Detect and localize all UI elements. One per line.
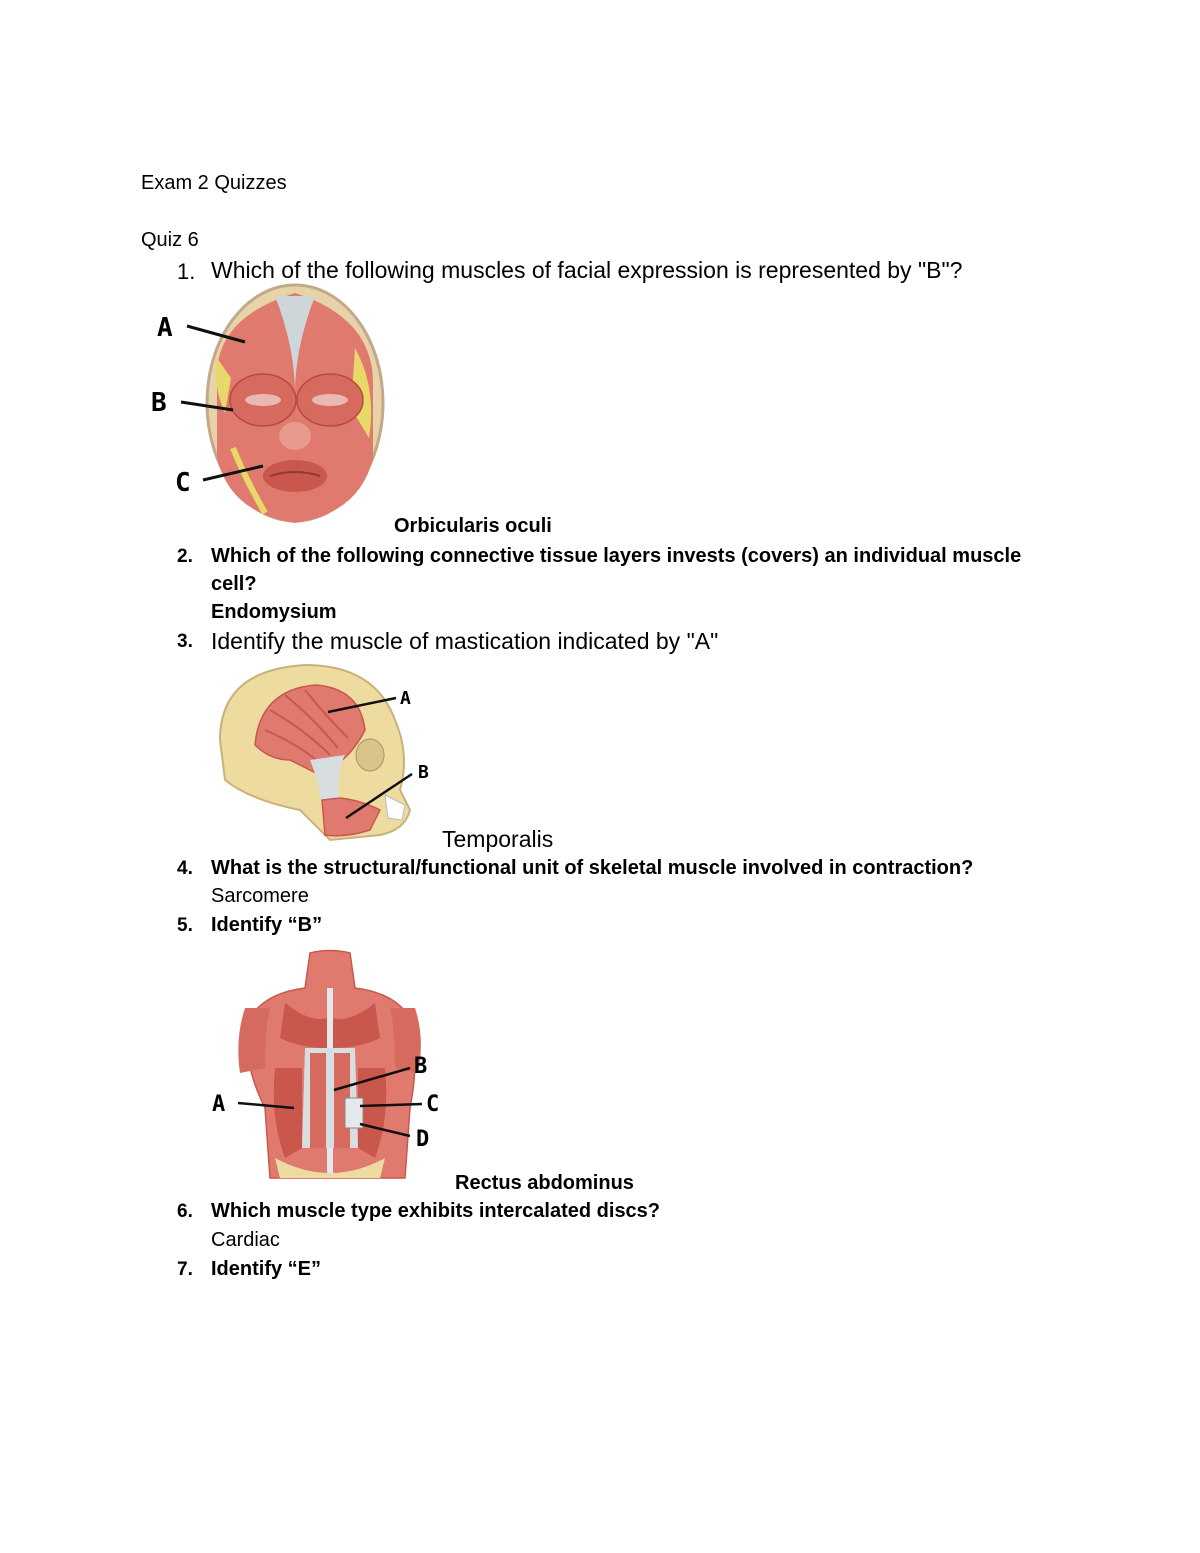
question-number: 3. xyxy=(177,631,193,652)
question-7-text: Identify “E” xyxy=(211,1258,322,1280)
diagram-label: B xyxy=(418,762,429,783)
diagram-label: D xyxy=(416,1127,430,1152)
question-1-text: Which of the following muscles of facial expression is represented by "B"? xyxy=(211,257,963,283)
question-number: 7. xyxy=(177,1259,193,1280)
answer-1: Orbicularis oculi xyxy=(394,515,552,537)
question-number: 2. xyxy=(177,546,193,567)
question-3-text: Identify the muscle of mastication indicated by "A" xyxy=(211,628,719,654)
question-2-text-continued: cell? xyxy=(211,573,257,595)
diagram-label: A xyxy=(157,313,173,343)
torso-muscles-diagram xyxy=(210,948,450,1183)
question-number: 4. xyxy=(177,858,193,879)
question-number: 1. xyxy=(177,259,196,284)
skull-mastication-diagram xyxy=(210,660,440,850)
question-4-text: What is the structural/functional unit of skeletal muscle involved in contraction? xyxy=(211,857,974,879)
diagram-label: A xyxy=(400,688,411,709)
diagram-label: B xyxy=(151,388,167,418)
answer-2: Endomysium xyxy=(211,601,337,623)
question-2-text: Which of the following connective tissue layers invests (covers) an individual muscle xyxy=(211,545,1022,567)
question-6-text: Which muscle type exhibits intercalated discs? xyxy=(211,1200,661,1222)
answer-3: Temporalis xyxy=(442,826,554,852)
question-5-text: Identify “B” xyxy=(211,914,323,936)
question-number: 6. xyxy=(177,1201,193,1222)
diagram-label: C xyxy=(426,1092,440,1117)
answer-5: Rectus abdominus xyxy=(455,1172,634,1194)
diagram-label: C xyxy=(175,468,191,498)
quiz-heading: Quiz 6 xyxy=(141,229,199,251)
question-number: 5. xyxy=(177,915,193,936)
diagram-label: A xyxy=(212,1092,226,1117)
document-title: Exam 2 Quizzes xyxy=(141,172,287,194)
facial-muscles-diagram xyxy=(145,288,395,528)
answer-4: Sarcomere xyxy=(211,885,309,907)
answer-6: Cardiac xyxy=(211,1229,280,1251)
diagram-label: B xyxy=(414,1054,428,1079)
